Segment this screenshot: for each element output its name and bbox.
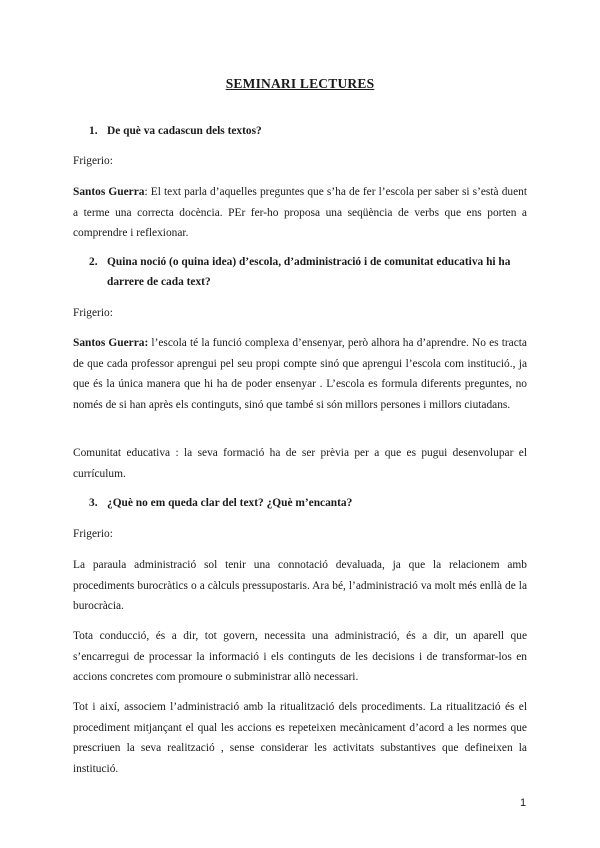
page-title: SEMINARI LECTURES (225, 76, 375, 91)
question-1-text: De què va cadascun dels textos? (107, 125, 262, 137)
question-3-number: 3. (89, 497, 98, 509)
q1-santos-label: Santos Guerra (73, 186, 145, 198)
q2-santos-paragraph (73, 333, 527, 415)
q1-santos-text: : El text parla d’aquelles preguntes que s’ha de fer l’escola per saber si s’està duent a terme una correcta docència. PEr fer-ho proposa una seqüència de verbs que ens porten a comprendre i reflexionar. (73, 186, 527, 239)
paragraph-1: La paraula administració sol tenir una connotació devaluada, ja que la relacionem amb procediments burocràtics o a càlculs pressupostaris. Ara bé, l’administració va molt més enllà de la burocràcia. (73, 559, 527, 612)
question-2-text: Quina noció (o quina idea) d’escola, d’administració i de comunitat educativa hi ha darrere de cada text? (107, 256, 511, 288)
paragraph-3: Tot i així, associem l’administració amb la ritualització dels procediments. La ritualització és el procediment mitjançant el qual les accions es repeteixen mecànicament d’acord a les normes que prescriuen la seva realització , sense considerar les activitats substantives que defineixen la institució. (73, 701, 527, 775)
q1-frigerio-label: Frigerio: (73, 155, 113, 167)
page-number: 1 (520, 797, 527, 809)
q2-comunitat-paragraph: Comunitat educativa : la seva formació ha de ser prèvia per a que es pugui desenvolupar el currículum. (73, 447, 527, 480)
question-3-text: ¿Què no em queda clar del text? ¿Què m’encanta? (107, 497, 353, 509)
question-3 (89, 493, 527, 513)
q2-santos-label: Santos Guerra: (73, 337, 149, 349)
paragraph-2: Tota conducció, és a dir, tot govern, necessita una administració, és a dir, un aparell que s’encarregui de processar la informació i els continguts de les decisions i de transformar-los en accions concretes com promoure o subministrar allò necessari. (73, 630, 527, 683)
question-1-number: 1. (89, 125, 98, 137)
q2-santos-text: l’escola té la funció complexa d’ensenyar, però alhora ha d’aprendre. No es tracta de que cada professor aprengui pel seu propi compte sinó que aprengui l’escola com institució., ja que és la única manera que hi ha de poder ensenyar . L’escola es formula diferents preguntes, no només de si han après els continguts, sinó que també si són millors persones i millors ciutadans. (73, 337, 527, 411)
q3-frigerio-label: Frigerio: (73, 528, 113, 540)
q2-frigerio-label: Frigerio: (73, 307, 113, 319)
question-2 (89, 252, 527, 292)
q1-santos-paragraph (73, 182, 527, 244)
question-2-number: 2. (89, 256, 98, 268)
question-1 (89, 121, 527, 141)
